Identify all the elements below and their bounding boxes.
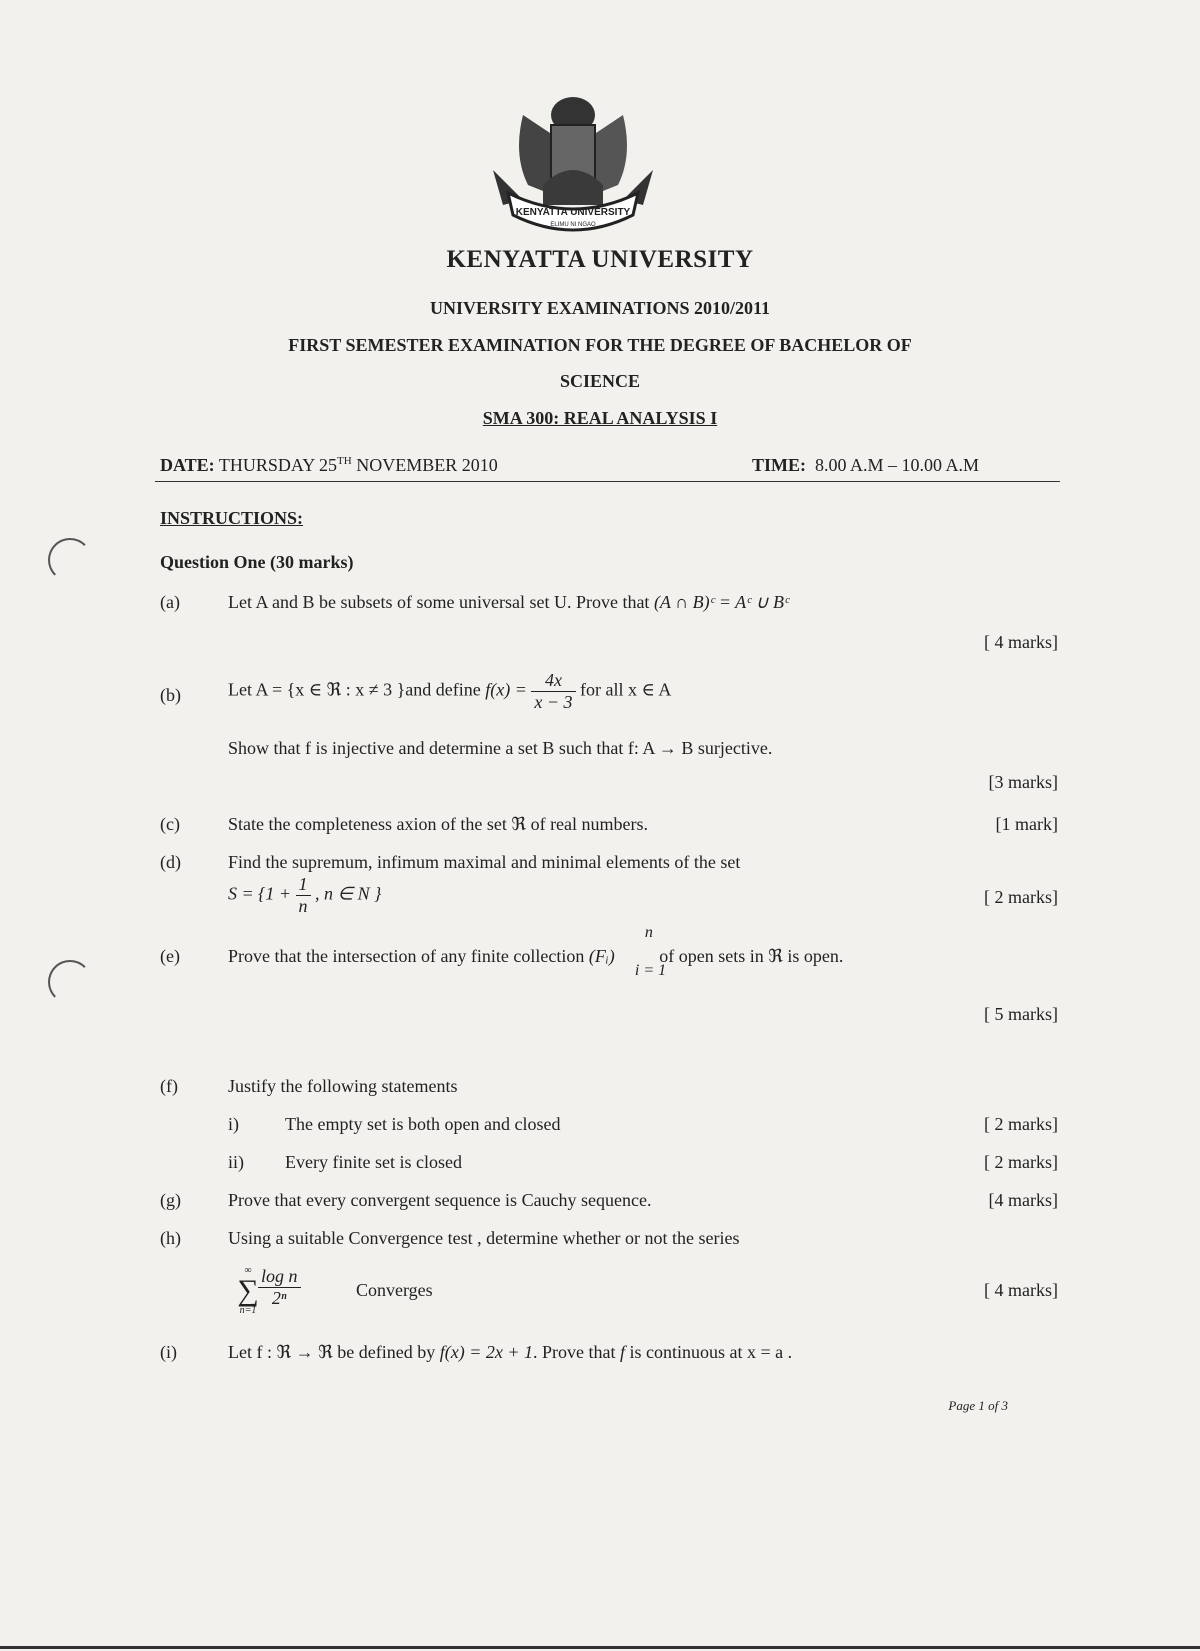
q-g-marks: [4 marks] [988, 1190, 1058, 1210]
exam-time: TIME: 8.00 A.M – 10.00 A.M [752, 455, 980, 475]
q-f-item-num: ii) [228, 1152, 244, 1172]
q-g-text: Prove that every convergent sequence is Cauchy sequence. [228, 1190, 652, 1210]
q-b-marks: [3 marks] [988, 772, 1058, 792]
q-a-marks: [ 4 marks] [984, 632, 1058, 652]
exam-date: DATE: THURSDAY 25TH NOVEMBER 2010 [160, 455, 498, 475]
q-d-set: S = {1 + $\frac{1}{n}$ , n ∈ N } [228, 874, 382, 916]
q-label: (e) [160, 946, 180, 966]
instructions-heading: INSTRUCTIONS: [160, 508, 304, 528]
q-h-text: Using a suitable Convergence test , determine whether or not the series [228, 1228, 740, 1248]
q-f-item-text: The empty set is both open and closed [285, 1114, 561, 1134]
page-number: Page 1 of 3 [948, 1398, 1008, 1413]
q-d-marks: [ 2 marks] [984, 887, 1058, 907]
q-label: (g) [160, 1190, 181, 1210]
q-h-marks: [ 4 marks] [984, 1280, 1058, 1300]
q-label: (a) [160, 592, 180, 612]
q-e-text: Prove that the intersection of any finite collection (Fᵢ) n i = 1 of open sets in ℜ is open. [228, 924, 844, 979]
q-e-marks: [ 5 marks] [984, 1004, 1058, 1024]
q-f-text: Justify the following statements [228, 1076, 458, 1096]
q-f-item-num: i) [228, 1114, 239, 1134]
q-c-marks: [1 mark] [995, 814, 1058, 834]
q-label: (i) [160, 1342, 177, 1362]
q-d-text: Find the supremum, infimum maximal and minimal elements of the set [228, 852, 741, 872]
course-title: SMA 300: REAL ANALYSIS I [482, 408, 718, 428]
q-label: (b) [160, 685, 181, 705]
scan-mark [48, 960, 92, 1004]
semester-line-1: FIRST SEMESTER EXAMINATION FOR THE DEGREE OF BACHELOR OF [288, 335, 912, 355]
q-b-text: Let A = {x ∈ ℜ : x ≠ 3 }and define f(x) = $\frac{4x}{x - 3}$ for all x ∈ A [228, 670, 672, 712]
q-i-text: Let f : ℜ → ℜ be defined by f(x) = 2x + 1. Prove that f is continuous at x = a . [228, 1342, 793, 1362]
q-f-item-marks: [ 2 marks] [984, 1114, 1058, 1134]
q-h-fraction: $\frac{\text{log n}}{\text{2ⁿ}}$ [258, 1266, 301, 1309]
header-rule [155, 481, 1060, 482]
q-h-sigma: ∞ ∑ n=1 [237, 1265, 259, 1316]
university-crest-logo [483, 75, 663, 245]
exam-session: UNIVERSITY EXAMINATIONS 2010/2011 [429, 298, 771, 318]
svg-text:KENYATTA UNIVERSITY: KENYATTA UNIVERSITY [515, 207, 631, 218]
q-label: (d) [160, 852, 181, 872]
scan-edge [0, 1646, 1200, 1649]
q-b-line2: Show that f is injective and determine a set B such that f: A → B surjective. [228, 738, 773, 758]
university-name: KENYATTA UNIVERSITY [446, 246, 754, 273]
q-label: (f) [160, 1076, 178, 1096]
q-c-text: State the completeness axion of the set ℜ of real numbers. [228, 814, 649, 834]
q-label: (c) [160, 814, 180, 834]
semester-line-2: SCIENCE [559, 371, 641, 391]
scan-mark [48, 538, 92, 582]
q-a-text: Let A and B be subsets of some universal set U. Prove that (A ∩ B)ᶜ = Aᶜ ∪ Bᶜ [228, 592, 789, 612]
q-f-item-text: Every finite set is closed [285, 1152, 462, 1172]
question-title: Question One (30 marks) [160, 552, 354, 572]
q-label: (h) [160, 1228, 181, 1248]
q-f-item-marks: [ 2 marks] [984, 1152, 1058, 1172]
svg-text:ELIMU NI NGAO: ELIMU NI NGAO [550, 222, 596, 228]
q-h-word: Converges [356, 1280, 433, 1300]
